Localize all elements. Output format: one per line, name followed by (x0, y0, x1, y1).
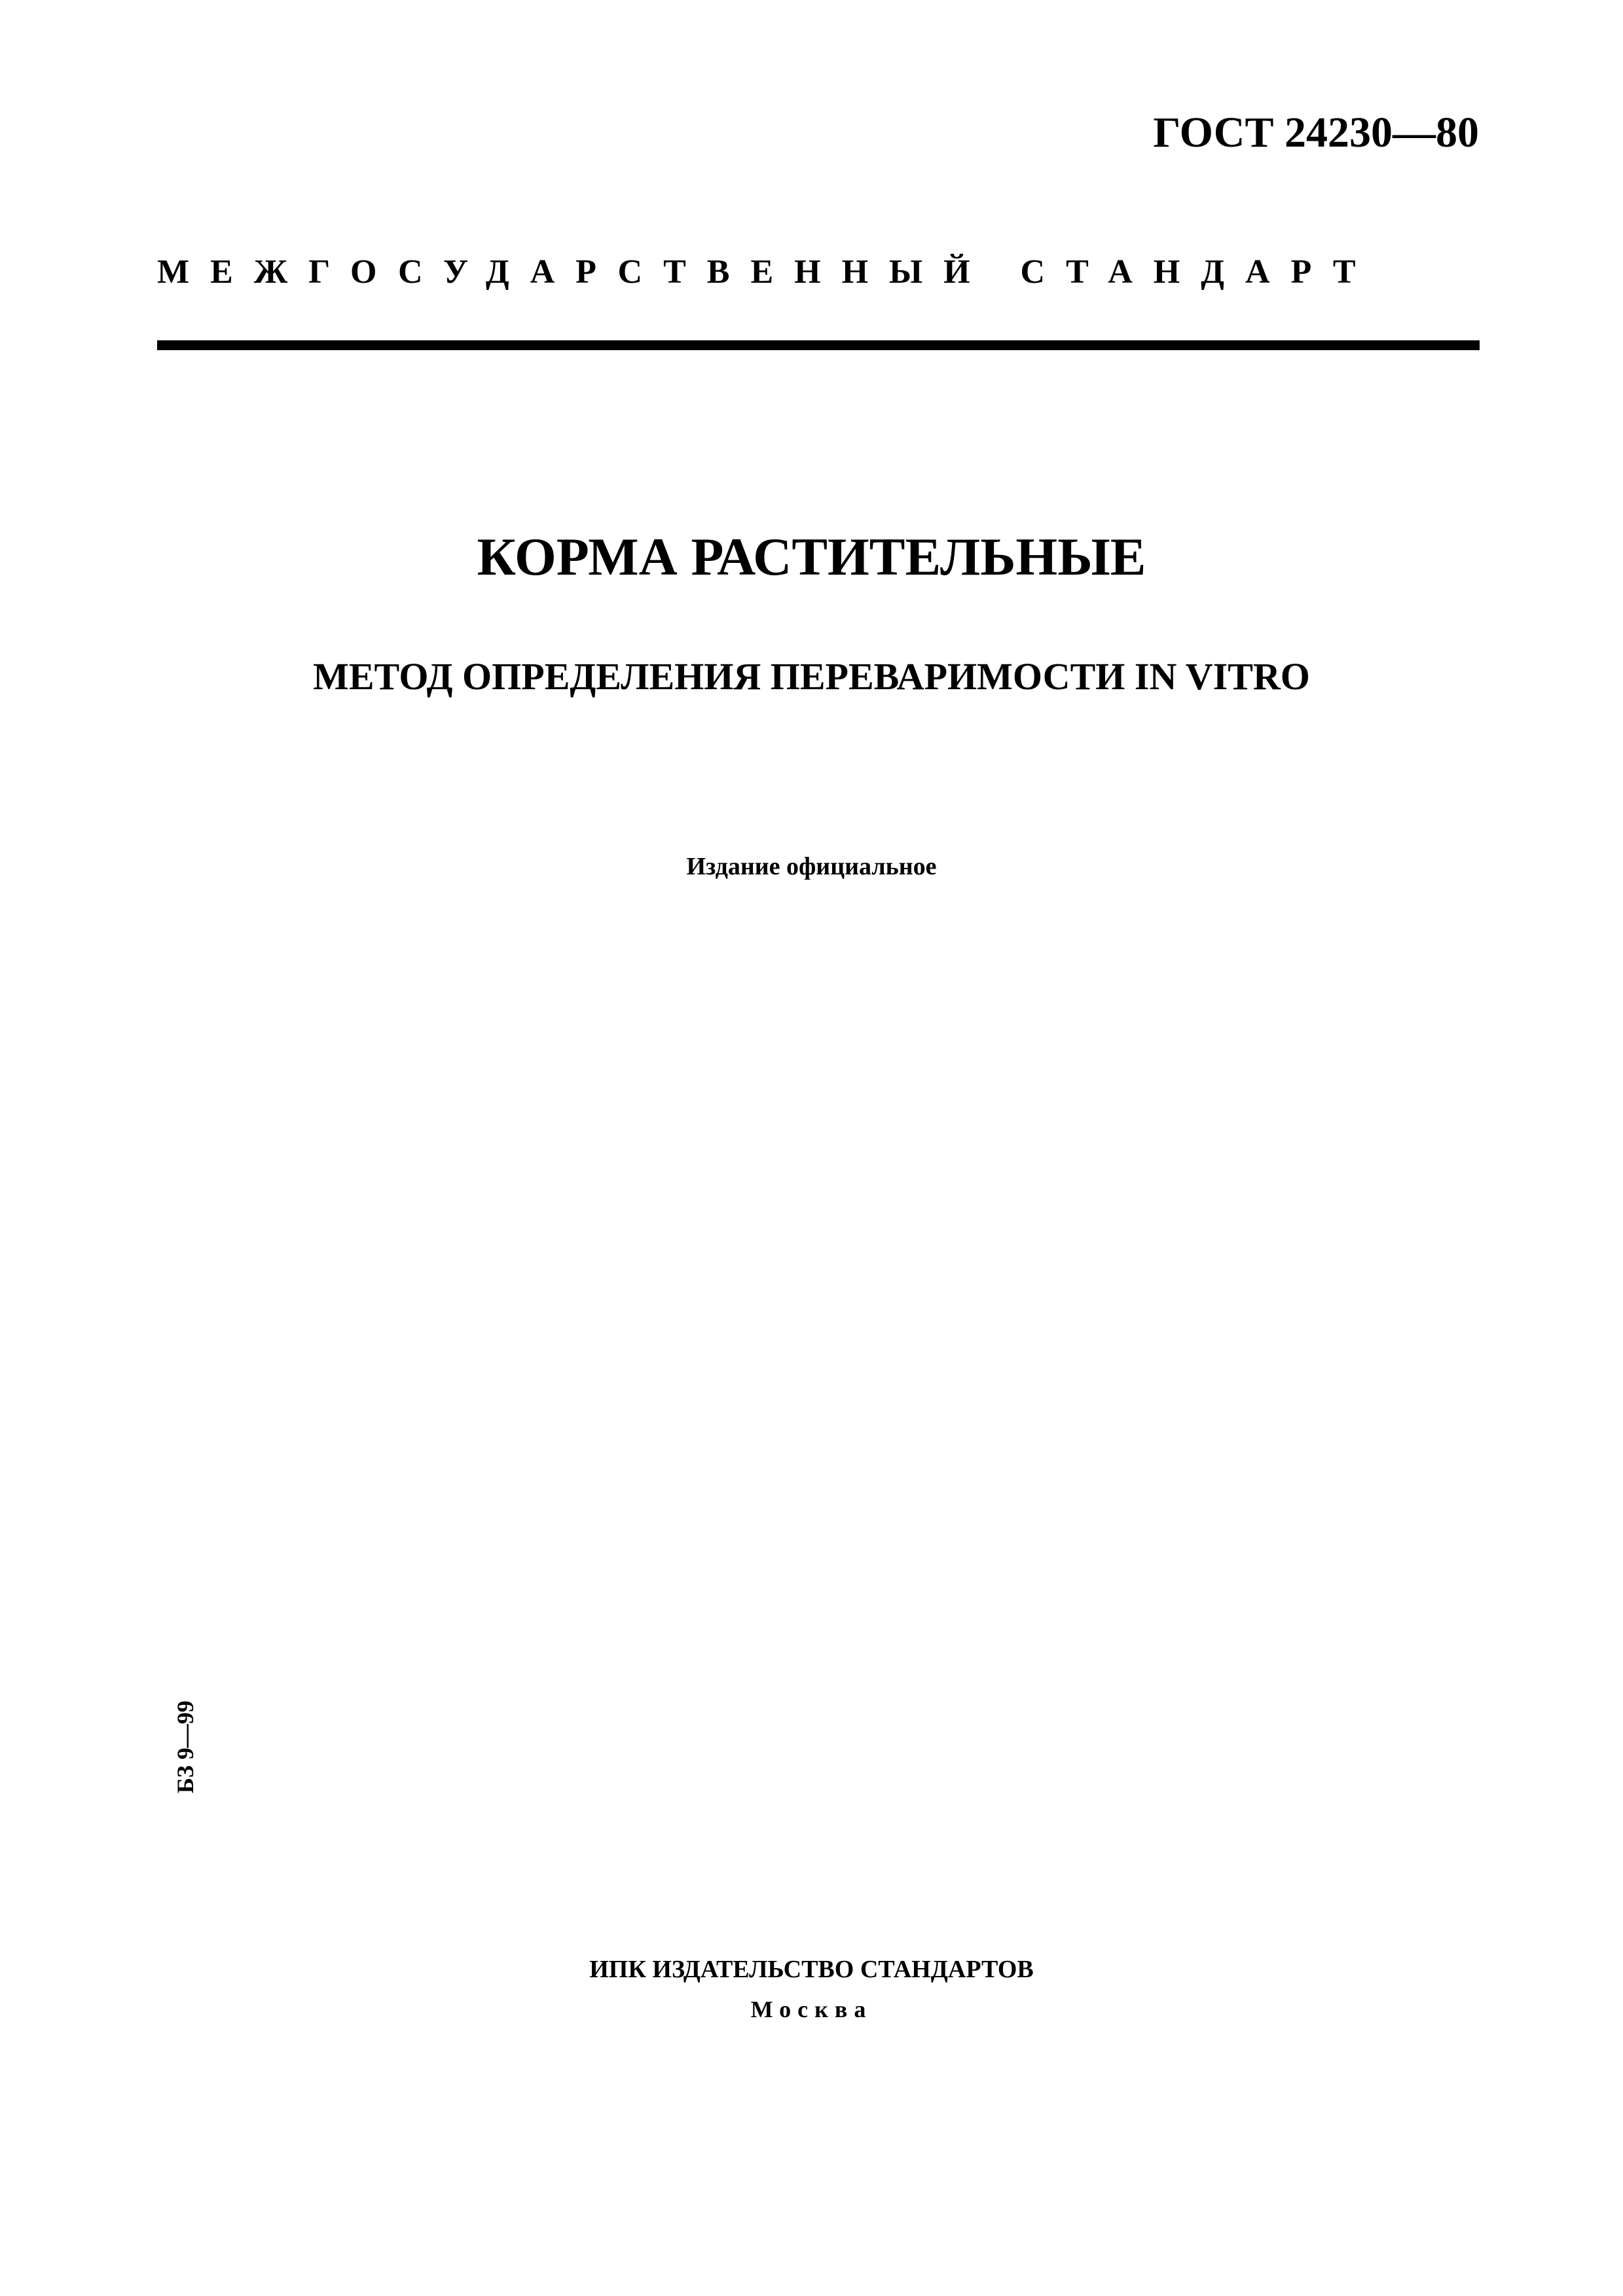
publisher-city: Москва (750, 1996, 873, 2022)
publisher-name: ИПК ИЗДАТЕЛЬСТВО СТАНДАРТОВ (589, 1956, 1034, 1983)
standard-type-heading: МЕЖГОСУДАРСТВЕННЫЙ СТАНДАРТ (157, 253, 1377, 291)
edition-note: Издание официальное (686, 853, 937, 880)
document-number: ГОСТ 24230—80 (1153, 109, 1479, 156)
header-rule (157, 340, 1480, 350)
document-subtitle: МЕТОД ОПРЕДЕЛЕНИЯ ПЕРЕВАРИМОСТИ IN VITRO (313, 655, 1310, 698)
document-title: КОРМА РАСТИТЕЛЬНЫЕ (477, 527, 1146, 586)
side-catalog-mark: БЗ 9—99 (172, 1700, 198, 1793)
